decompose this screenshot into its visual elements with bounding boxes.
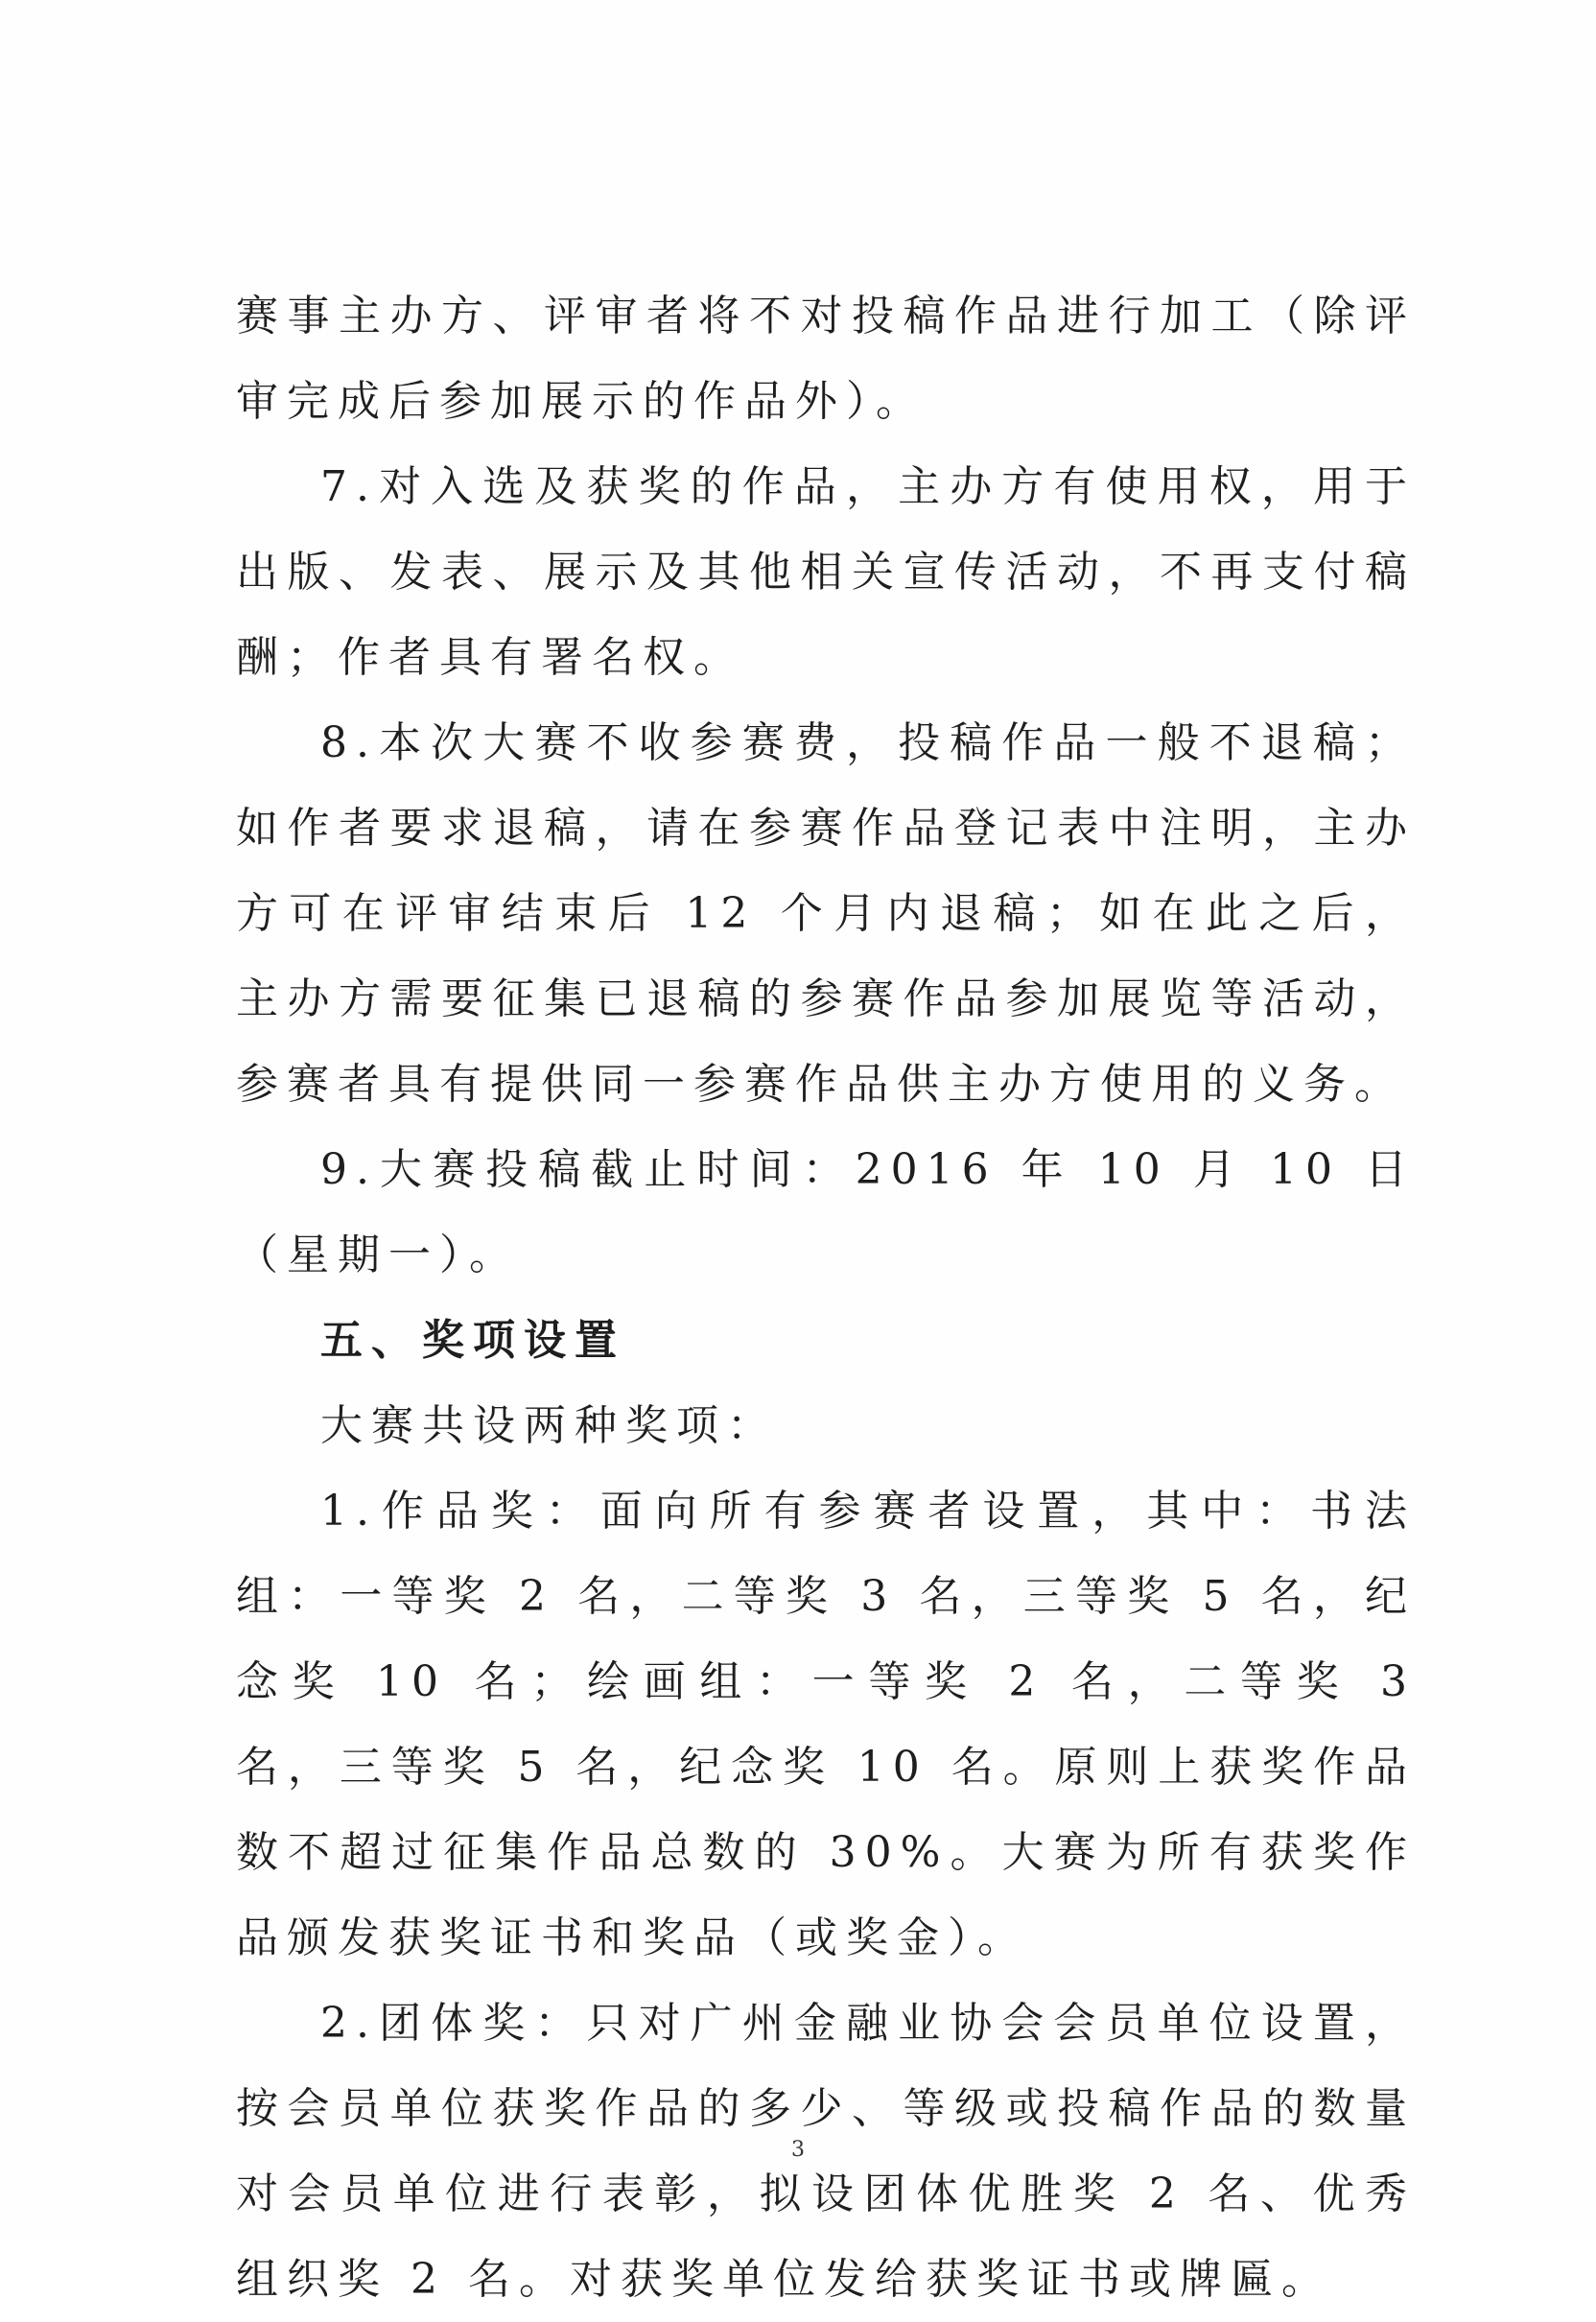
paragraph-awards-intro: 大赛共设两种奖项： (320, 1401, 778, 1450)
paragraph-item-9: 9.大赛投稿截止时间：2016 年 10 月 10 日（星期一）。 (236, 1145, 1416, 1279)
section-heading-awards: 五、奖项设置 (320, 1316, 625, 1365)
paragraph-award-works: 1.作品奖：面向所有参赛者设置，其中：书法组：一等奖 2 名，二等奖 3 名，三等奖 5 名，纪念奖 10 名；绘画组：一等奖 2 名，二等奖 3 名，三等奖 5 名，纪念奖 10 名。原则上获奖作品数不超过征集作品总数的 30%。大赛为所有获奖作品颁发获奖证书和奖品（或奖金）。 (236, 1487, 1416, 1962)
paragraph-item-8: 8.本次大赛不收参赛费，投稿作品一般不退稿；如作者要求退稿，请在参赛作品登记表中注明，主办方可在评审结束后 12 个月内退稿；如在此之后，主办方需要征集已退稿的参赛作品参加展览等活动，参赛者具有提供同一参赛作品供主办方使用的义务。 (236, 718, 1416, 1109)
paragraph-award-group: 2.团体奖：只对广州金融业协会会员单位设置，按会员单位获奖作品的多少、等级或投稿作品的数量对会员单位进行表彰，拟设团体优胜奖 2 名、优秀组织奖 2 名。对获奖单位发给获奖证书或牌匾。 (236, 1999, 1416, 2304)
document-body (236, 273, 1416, 2322)
paragraph-item-7: 7.对入选及获奖的作品，主办方有使用权，用于出版、发表、展示及其他相关宣传活动，不再支付稿酬；作者具有署名权。 (236, 462, 1416, 682)
paragraph-continuation: 赛事主办方、评审者将不对投稿作品进行加工（除评审完成后参加展示的作品外）。 (236, 292, 1416, 426)
page-number: 3 (791, 2138, 805, 2162)
